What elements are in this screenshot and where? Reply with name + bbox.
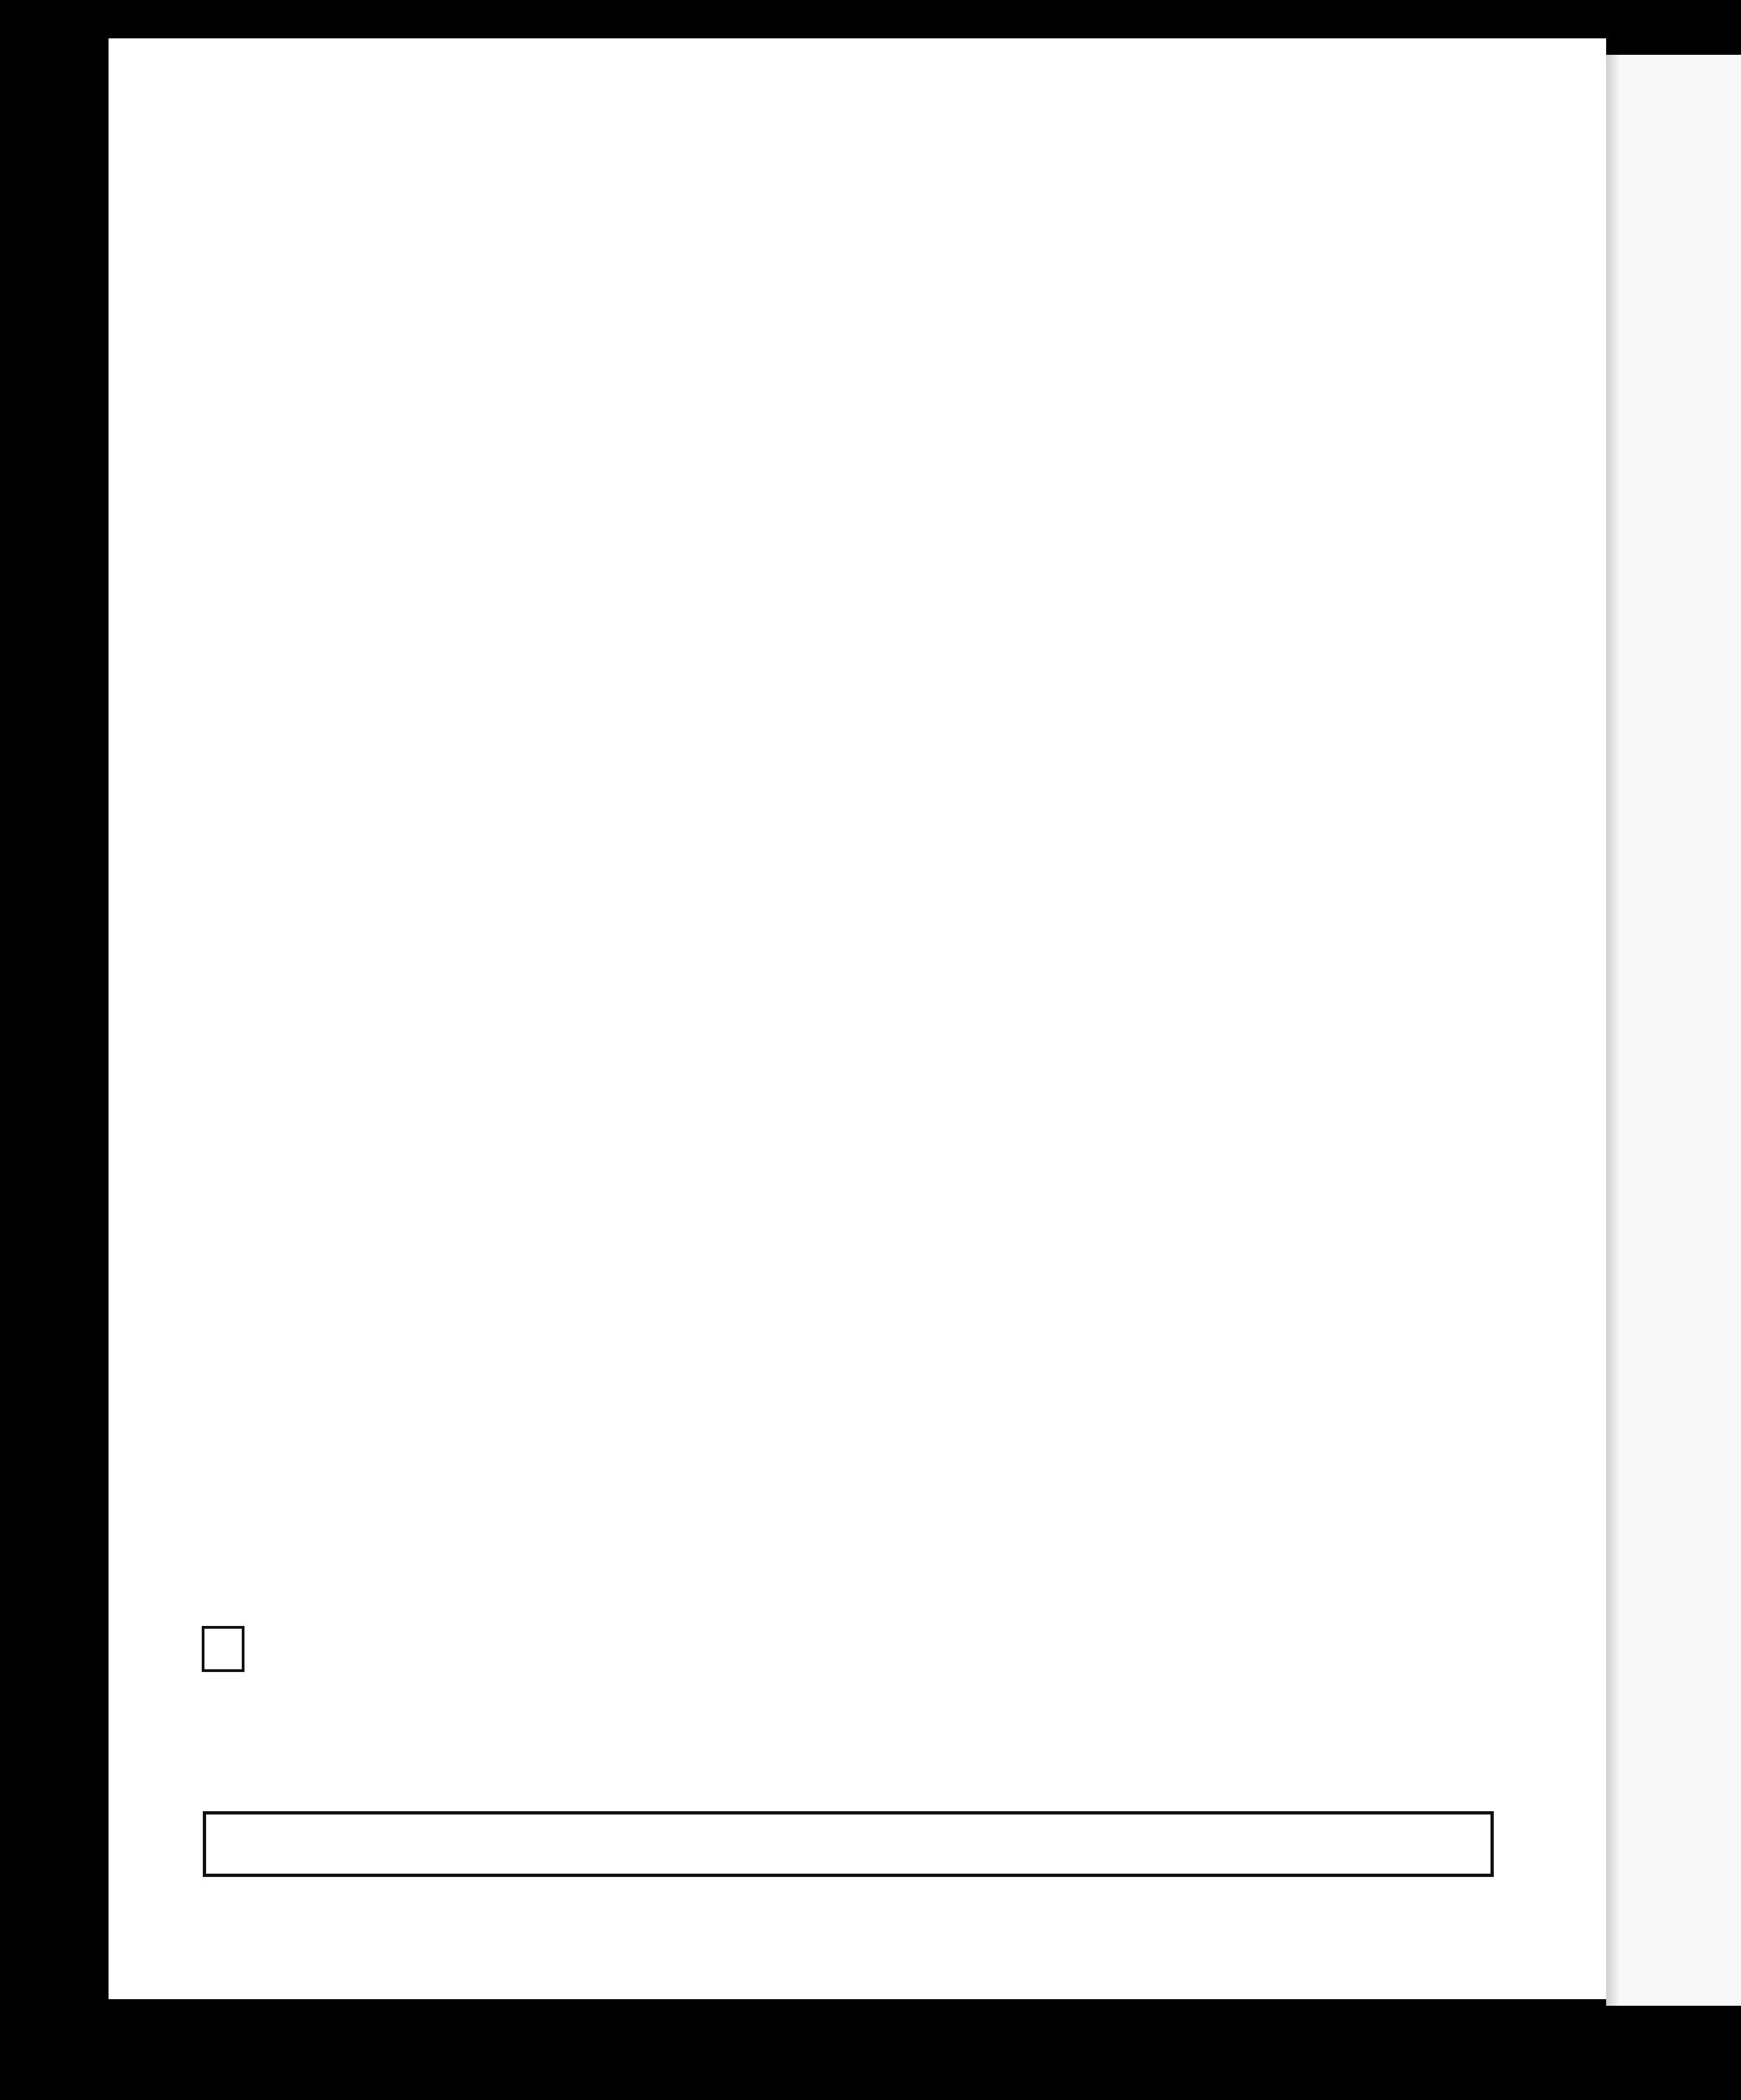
- adjacent-page: [1620, 55, 1741, 2006]
- additional-comments-checkbox[interactable]: [202, 1626, 244, 1672]
- document-page: [109, 38, 1606, 1999]
- reduction-ratio-strip: [203, 1811, 1494, 1877]
